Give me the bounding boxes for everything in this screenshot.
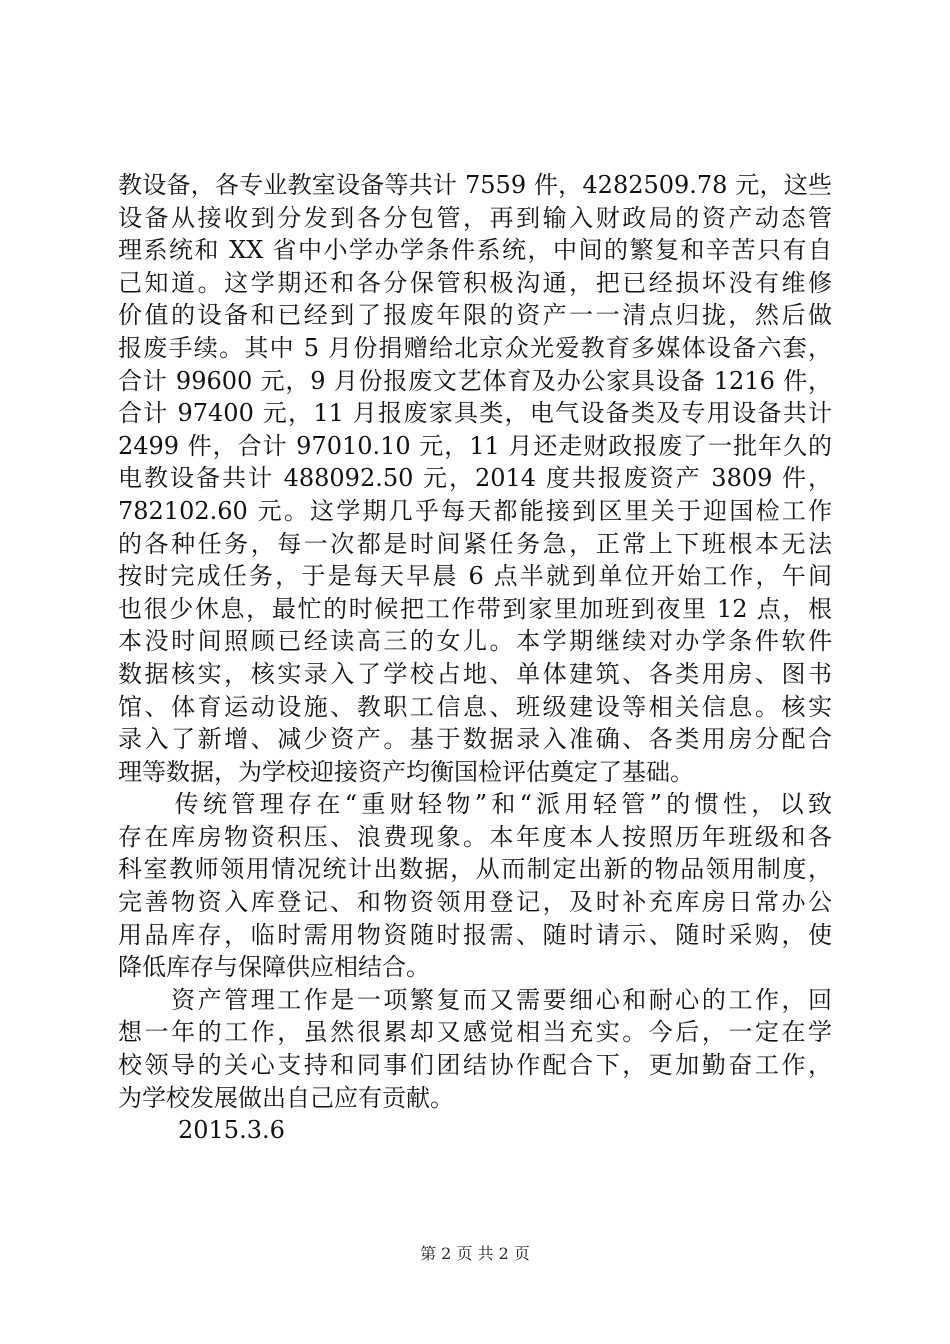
text-line: 报废手续。其中 5 月份捐赠给北京众光爱教育多媒体设备六套， [118,333,832,362]
text-line: 己知道。这学期还和各分保管积极沟通，把已经损坏没有维修 [118,268,832,297]
page-footer: 第 2 页 共 2 页 [420,1244,530,1263]
text-line: 校领导的关心支持和同事们团结协作配合下，更加勤奋工作， [118,1051,832,1080]
text-line: 降低库存与保障供应相结合。 [118,953,430,982]
text-line: 理等数据，为学校迎接资产均衡国检评估奠定了基础。 [118,757,694,786]
text-line: 教设备，各专业教室设备等共计 7559 件，4282509.78 元，这些 [118,171,832,199]
text-line: 2499 件，合计 97010.10 元，11 月还走财政报废了一批年久的 [118,431,832,460]
text-line: 用品库存，临时需用物资随时报需、随时请示、随时采购，使 [118,920,832,949]
text-line: 合计 99600 元，9 月份报废文艺体育及办公家具设备 1216 件， [118,366,832,395]
text-line: 资产管理工作是一项繁复而又需要细心和耐心的工作，回 [118,985,832,1014]
document-body [118,169,832,1147]
text-line: 电教设备共计 488092.50 元，2014 度共报废资产 3809 件， [118,464,832,493]
text-line: 782102.60 元。这学期几乎每天都能接到区里关于迎国检工作 [118,496,832,525]
text-line: 的各种任务，每一次都是时间紧任务急，正常上下班根本无法 [118,529,832,558]
text-line: 科室教师领用情况统计出数据，从而制定出新的物品领用制度， [118,855,832,884]
text-line: 馆、体育运动设施、教职工信息、班级建设等相关信息。核实 [118,692,832,721]
text-line: 设备从接收到分发到各分包管，再到输入财政局的资产动态管 [118,203,832,232]
text-line: 按时完成任务，于是每天早晨 6 点半就到单位开始工作，午间 [118,562,832,591]
text-line: 存在库房物资积压、浪费现象。本年度本人按照历年班级和各 [118,822,832,851]
text-line: 数据核实，核实录入了学校占地、单体建筑、各类用房、图书 [118,659,832,688]
text-line: 完善物资入库登记、和物资领用登记，及时补充库房日常办公 [118,888,832,917]
text-line: 录入了新增、减少资产。基于数据录入准确、各类用房分配合 [118,725,832,754]
text-line: 合计 97400 元，11 月报废家具类，电气设备类及专用设备共计 [118,399,832,428]
text-line: 本没时间照顾已经读高三的女儿。本学期继续对办学条件软件 [118,627,832,656]
text-line: 理系统和 XX 省中小学办学条件系统，中间的繁复和辛苦只有自 [118,236,832,265]
text-line: 价值的设备和已经到了报废年限的资产一一清点归拢，然后做 [118,301,832,330]
text-line: 为学校发展做出自己应有贡献。 [118,1083,454,1112]
text-line: 想一年的工作，虽然很累却又感觉相当充实。今后，一定在学 [118,1018,832,1047]
document-date: 2015.3.6 [178,1116,285,1145]
text-line: 也很少休息，最忙的时候把工作带到家里加班到夜里 12 点，根 [118,594,832,623]
text-line: 传统管理存在“重财轻物”和“派用轻管”的惯性，以致 [118,790,832,819]
